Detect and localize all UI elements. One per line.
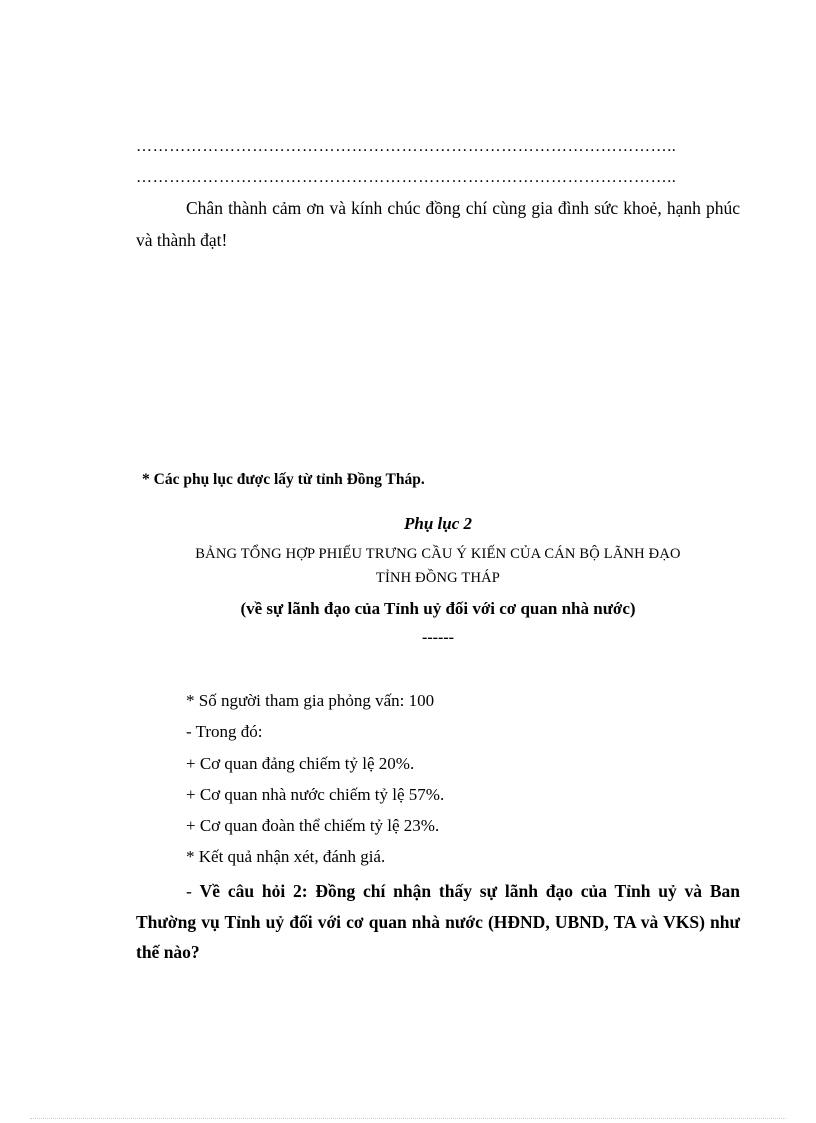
page-bottom-rule: [30, 1118, 786, 1119]
participants-count: * Số người tham gia phỏng vấn: 100: [186, 691, 435, 710]
question-prefix: -: [186, 881, 200, 901]
closing-paragraph: Chân thành cảm ơn và kính chúc đồng chí cùng gia đình sức khoẻ, hạnh phúc và thành đạt!: [136, 198, 740, 250]
appendix-heading: [136, 542, 740, 590]
appendix-heading-line-1: BẢNG TỔNG HỢP PHIẾU TRƯNG CẦU Ý KIẾN CỦA CÁN BỘ LÃNH ĐẠO: [195, 546, 681, 562]
breakdown-label: - Trong đó:: [186, 722, 263, 741]
appendix-subheading: (về sự lãnh đạo của Tỉnh uỷ đối với cơ quan nhà nước): [240, 599, 636, 618]
question-text: Về câu hỏi 2: Đồng chí nhận thấy sự lãnh đạo của Tỉnh uỷ và Ban Thường vụ Tỉnh uỷ đối với cơ quan nhà nước (HĐND, UBND, TA và VKS) như thế nào?: [136, 881, 741, 962]
appendix-title: Phụ lục 2: [403, 514, 473, 533]
fill-in-dotted-line-1: ……………………………………………………………………………………..: [136, 138, 677, 155]
section-separator: ------: [422, 629, 454, 646]
state-agencies-share: + Cơ quan nhà nước chiếm tỷ lệ 57%.: [186, 785, 445, 804]
appendix-heading-line-2: TỈNH ĐỒNG THÁP: [375, 570, 501, 586]
results-label: * Kết quả nhận xét, đánh giá.: [186, 847, 386, 866]
source-note: * Các phụ lục được lấy từ tỉnh Đồng Tháp.: [142, 471, 425, 488]
party-agencies-share: + Cơ quan đảng chiếm tỷ lệ 20%.: [186, 754, 415, 773]
fill-in-dotted-line-2: ……………………………………………………………………………………..: [136, 169, 677, 186]
question-2: [136, 876, 740, 968]
mass-organizations-share: + Cơ quan đoàn thể chiếm tỷ lệ 23%.: [186, 816, 440, 835]
